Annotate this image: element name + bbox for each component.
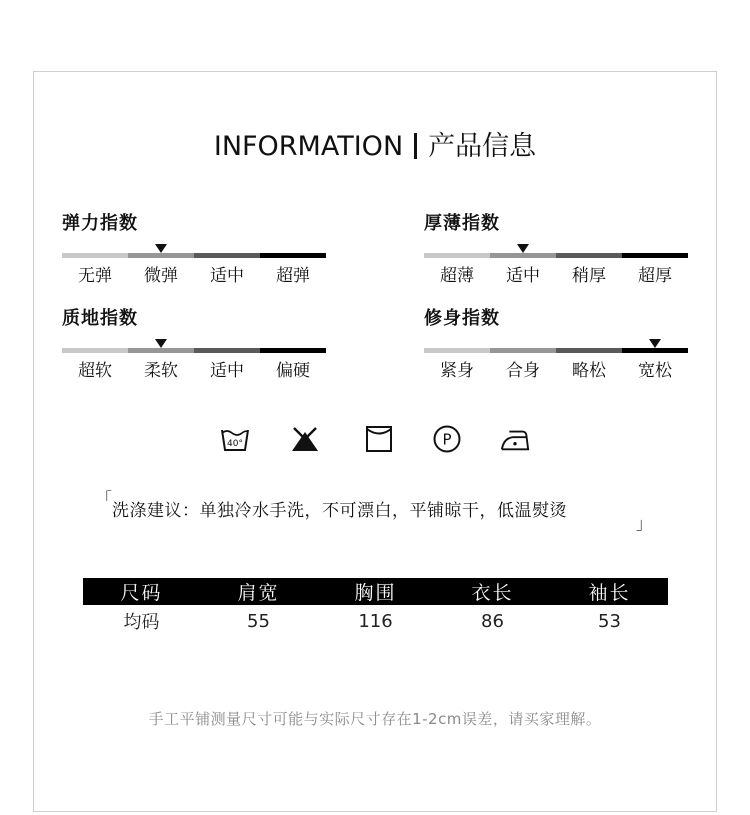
wash-temp-label: 40° [227, 439, 243, 449]
index-label: 修身指数 [424, 308, 500, 329]
index-option: 稍厚 [572, 266, 606, 286]
index-option: 超弹 [276, 266, 310, 286]
index-option: 超厚 [638, 266, 672, 286]
dry-clean-p-icon [432, 424, 462, 454]
scale-segment [62, 253, 128, 258]
index-texture [62, 304, 326, 381]
table-cell: 均码 [123, 612, 160, 633]
column-header: 衣长 [471, 582, 514, 604]
column-header: 肩宽 [237, 582, 280, 604]
index-scale [424, 348, 688, 354]
index-thickness [424, 209, 688, 286]
index-option: 柔软 [144, 361, 178, 381]
selected-marker-icon [155, 244, 167, 253]
scale-segment [62, 348, 128, 353]
page-title [0, 124, 750, 163]
scale-segment [260, 348, 326, 353]
scale-segment [622, 348, 688, 353]
scale-segment [556, 253, 622, 258]
index-scale [62, 348, 326, 354]
scale-segment [424, 348, 490, 353]
scale-segment [128, 253, 194, 258]
table-cell: 55 [247, 610, 270, 632]
index-option: 适中 [210, 266, 244, 286]
index-option: 紧身 [440, 361, 474, 381]
title-en: INFORMATION [213, 131, 404, 162]
iron-low-icon [500, 424, 530, 454]
care-icons [0, 424, 750, 458]
scale-segment [194, 253, 260, 258]
tumble-dry-icon [364, 424, 394, 454]
index-option: 略松 [572, 361, 606, 381]
index-label: 厚薄指数 [424, 213, 500, 234]
column-header: 袖长 [588, 582, 631, 604]
scale-segment [424, 253, 490, 258]
index-option: 超软 [78, 361, 112, 381]
index-scale [424, 253, 688, 259]
title-divider [414, 133, 417, 159]
table-cell: 86 [481, 610, 504, 632]
index-option: 偏硬 [276, 361, 310, 381]
index-label: 质地指数 [62, 308, 138, 329]
scale-segment [622, 253, 688, 258]
size-table [83, 578, 668, 637]
title-cn: 产品信息 [428, 131, 537, 162]
table-cell: 53 [598, 610, 621, 632]
table-header [83, 578, 668, 605]
index-scale [62, 253, 326, 259]
index-option: 无弹 [78, 266, 112, 286]
wash-advice [96, 486, 656, 536]
dry-clean-letter: P [442, 430, 452, 449]
scale-segment [490, 253, 556, 258]
open-bracket: 「 [96, 489, 113, 508]
scale-segment [556, 348, 622, 353]
index-fit [424, 304, 688, 381]
index-option: 微弹 [144, 266, 178, 286]
advice-text: 洗涤建议：单独冷水手洗，不可漂白，平铺晾干，低温熨烫 [112, 501, 567, 521]
scale-segment [194, 348, 260, 353]
measurement-note: 手工平铺测量尺寸可能与实际尺寸存在1-2cm误差，请买家理解。 [148, 710, 602, 728]
close-bracket: 」 [635, 514, 652, 533]
index-option: 超薄 [440, 266, 474, 286]
table-row [83, 605, 668, 637]
column-header: 胸围 [354, 582, 397, 604]
no-bleach-icon [290, 424, 320, 454]
index-elasticity [62, 209, 326, 286]
scale-segment [260, 253, 326, 258]
index-option: 宽松 [638, 361, 672, 381]
table-cell: 116 [358, 610, 393, 632]
index-option: 适中 [506, 266, 540, 286]
index-label: 弹力指数 [62, 213, 138, 234]
wash-40-icon [220, 424, 250, 454]
scale-segment [490, 348, 556, 353]
index-option: 合身 [506, 361, 540, 381]
scale-segment [128, 348, 194, 353]
selected-marker-icon [155, 339, 167, 348]
selected-marker-icon [649, 339, 661, 348]
selected-marker-icon [517, 244, 529, 253]
column-header: 尺码 [120, 582, 163, 604]
index-option: 适中 [210, 361, 244, 381]
